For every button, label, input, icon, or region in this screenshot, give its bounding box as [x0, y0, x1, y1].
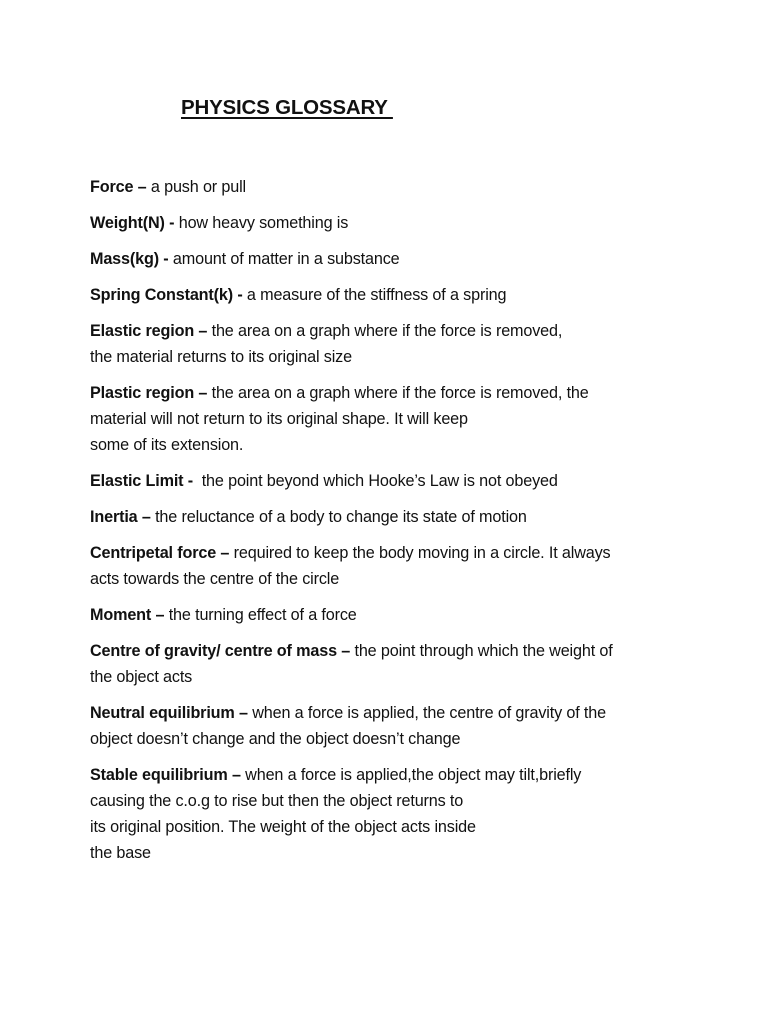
glossary-definition-continued: object doesn’t change and the object doesn’t change [90, 730, 461, 748]
glossary-definition: a push or pull [150, 178, 246, 196]
glossary-entry-force [90, 174, 730, 200]
glossary-entry-elastic-region [90, 318, 730, 370]
page-title: PHYSICS GLOSSARY [181, 96, 393, 119]
glossary-definition: the reluctance of a body to change its state of motion [155, 508, 527, 526]
glossary-entry-centre-of-gravity [90, 638, 730, 690]
glossary-term: Force – [90, 178, 151, 196]
glossary-definition: a measure of the stiffness of a spring [246, 286, 507, 304]
glossary-definition-continued: causing the c.o.g to rise but then the object returns to [90, 792, 464, 810]
glossary-entry-neutral-equilibrium [90, 700, 730, 752]
glossary-term: Plastic region – [90, 384, 212, 402]
glossary-definition-continued: the object acts [90, 668, 193, 686]
glossary-definition: the area on a graph where if the force is removed, [211, 322, 563, 340]
glossary-term: Elastic region – [90, 322, 212, 340]
glossary-term: Stable equilibrium – [90, 766, 246, 784]
glossary-term: Elastic Limit - [90, 472, 202, 490]
glossary-entry-moment [90, 602, 730, 628]
glossary-definition: the area on a graph where if the force is removed, the [211, 384, 589, 402]
glossary-term: Mass(kg) - [90, 250, 173, 268]
glossary-term: Weight(N) - [90, 214, 179, 232]
glossary-definition: the turning effect of a force [168, 606, 357, 624]
glossary-definition-continued: some of its extension. [90, 436, 244, 454]
glossary-definition: the point beyond which Hooke’s Law is not obeyed [201, 472, 558, 490]
glossary-entry-mass [90, 246, 730, 272]
glossary-term: Centripetal force – [90, 544, 234, 562]
glossary-definition-continued: its original position. The weight of the object acts inside [90, 818, 476, 836]
glossary-term: Spring Constant(k) - [90, 286, 247, 304]
glossary-definition-continued: the base [90, 844, 151, 862]
glossary-list [90, 174, 730, 876]
glossary-entry-inertia [90, 504, 730, 530]
glossary-term: Inertia – [90, 508, 156, 526]
glossary-entry-centripetal-force [90, 540, 730, 592]
glossary-definition: required to keep the body moving in a circle. It always [233, 544, 611, 562]
glossary-definition-continued: the material returns to its original size [90, 348, 352, 366]
glossary-definition-continued: material will not return to its original shape. It will keep [90, 410, 468, 428]
glossary-term: Centre of gravity/ centre of mass – [90, 642, 355, 660]
glossary-definition: the point through which the weight of [354, 642, 613, 660]
glossary-entry-elastic-limit [90, 468, 730, 494]
glossary-definition-continued: acts towards the centre of the circle [90, 570, 340, 588]
glossary-term: Neutral equilibrium – [90, 704, 253, 722]
glossary-term: Moment – [90, 606, 169, 624]
glossary-entry-spring-constant [90, 282, 730, 308]
glossary-definition: when a force is applied,the object may tilt,briefly [245, 766, 582, 784]
glossary-definition: when a force is applied, the centre of gravity of the [252, 704, 606, 722]
glossary-definition: amount of matter in a substance [172, 250, 400, 268]
glossary-definition: how heavy something is [178, 214, 349, 232]
glossary-entry-plastic-region [90, 380, 730, 458]
glossary-entry-stable-equilibrium [90, 762, 730, 866]
glossary-entry-weight [90, 210, 730, 236]
